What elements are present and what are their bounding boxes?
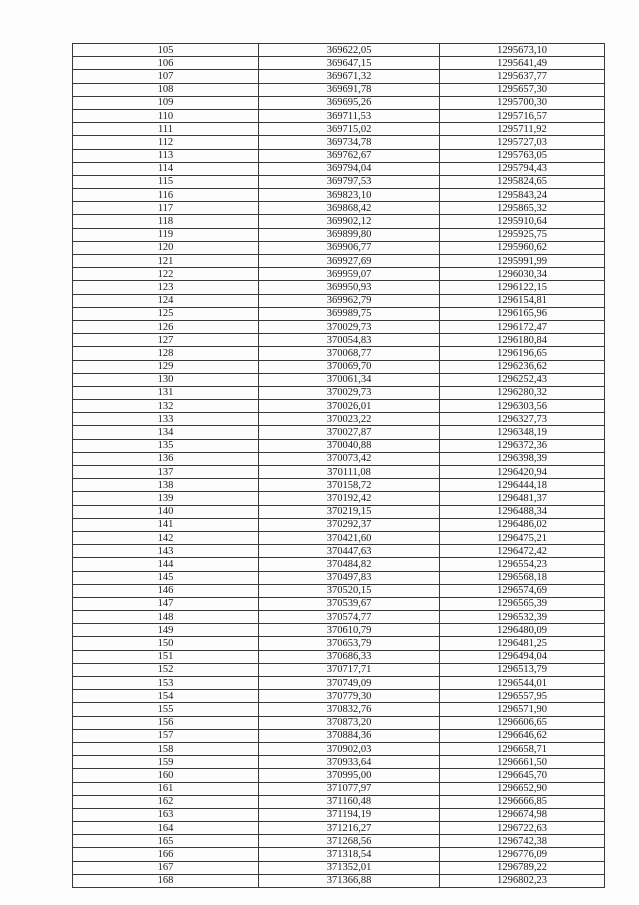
table-row [73, 492, 605, 505]
table-row [73, 597, 605, 610]
y-coordinate-cell: 1296606,65 [440, 716, 605, 729]
point-number-cell: 113 [73, 149, 259, 162]
y-coordinate-cell: 1296303,56 [440, 400, 605, 413]
y-coordinate-cell: 1296196,65 [440, 347, 605, 360]
table-row [73, 215, 605, 228]
x-coordinate-cell: 369989,75 [259, 307, 440, 320]
point-number-cell: 118 [73, 215, 259, 228]
point-number-cell: 122 [73, 268, 259, 281]
table-row [73, 611, 605, 624]
table-row [73, 189, 605, 202]
x-coordinate-cell: 370158,72 [259, 479, 440, 492]
table-row [73, 822, 605, 835]
point-number-cell: 107 [73, 70, 259, 83]
y-coordinate-cell: 1296557,95 [440, 690, 605, 703]
y-coordinate-cell: 1295727,03 [440, 136, 605, 149]
y-coordinate-cell: 1296544,01 [440, 677, 605, 690]
coordinates-table-body [73, 44, 605, 888]
point-number-cell: 135 [73, 439, 259, 452]
table-row [73, 96, 605, 109]
table-row [73, 452, 605, 465]
x-coordinate-cell: 370029,73 [259, 386, 440, 399]
x-coordinate-cell: 369899,80 [259, 228, 440, 241]
point-number-cell: 108 [73, 83, 259, 96]
y-coordinate-cell: 1296568,18 [440, 571, 605, 584]
point-number-cell: 128 [73, 347, 259, 360]
x-coordinate-cell: 369734,78 [259, 136, 440, 149]
point-number-cell: 163 [73, 808, 259, 821]
table-row [73, 347, 605, 360]
table-row [73, 795, 605, 808]
point-number-cell: 149 [73, 624, 259, 637]
table-row [73, 769, 605, 782]
x-coordinate-cell: 370073,42 [259, 452, 440, 465]
table-row [73, 149, 605, 162]
table-row [73, 44, 605, 57]
y-coordinate-cell: 1296742,38 [440, 835, 605, 848]
table-row [73, 386, 605, 399]
point-number-cell: 140 [73, 505, 259, 518]
x-coordinate-cell: 370421,60 [259, 531, 440, 544]
x-coordinate-cell: 370995,00 [259, 769, 440, 782]
x-coordinate-cell: 370292,37 [259, 518, 440, 531]
x-coordinate-cell: 370717,71 [259, 663, 440, 676]
point-number-cell: 154 [73, 690, 259, 703]
point-number-cell: 117 [73, 202, 259, 215]
x-coordinate-cell: 369711,53 [259, 109, 440, 122]
point-number-cell: 168 [73, 874, 259, 887]
y-coordinate-cell: 1295824,65 [440, 175, 605, 188]
y-coordinate-cell: 1296486,02 [440, 518, 605, 531]
table-row [73, 835, 605, 848]
table-row [73, 531, 605, 544]
x-coordinate-cell: 369868,42 [259, 202, 440, 215]
table-row [73, 703, 605, 716]
x-coordinate-cell: 370497,83 [259, 571, 440, 584]
table-row [73, 320, 605, 333]
point-number-cell: 153 [73, 677, 259, 690]
point-number-cell: 139 [73, 492, 259, 505]
table-row [73, 624, 605, 637]
point-number-cell: 145 [73, 571, 259, 584]
point-number-cell: 155 [73, 703, 259, 716]
y-coordinate-cell: 1296280,32 [440, 386, 605, 399]
y-coordinate-cell: 1295637,77 [440, 70, 605, 83]
point-number-cell: 166 [73, 848, 259, 861]
table-row [73, 373, 605, 386]
y-coordinate-cell: 1295925,75 [440, 228, 605, 241]
y-coordinate-cell: 1295673,10 [440, 44, 605, 57]
x-coordinate-cell: 371268,56 [259, 835, 440, 848]
point-number-cell: 133 [73, 413, 259, 426]
x-coordinate-cell: 369671,32 [259, 70, 440, 83]
x-coordinate-cell: 371194,19 [259, 808, 440, 821]
x-coordinate-cell: 370884,36 [259, 729, 440, 742]
point-number-cell: 137 [73, 466, 259, 479]
x-coordinate-cell: 370219,15 [259, 505, 440, 518]
y-coordinate-cell: 1296372,36 [440, 439, 605, 452]
x-coordinate-cell: 371366,88 [259, 874, 440, 887]
table-row [73, 808, 605, 821]
table-row [73, 479, 605, 492]
y-coordinate-cell: 1296666,85 [440, 795, 605, 808]
table-row [73, 505, 605, 518]
point-number-cell: 162 [73, 795, 259, 808]
y-coordinate-cell: 1296513,79 [440, 663, 605, 676]
x-coordinate-cell: 370653,79 [259, 637, 440, 650]
point-number-cell: 129 [73, 360, 259, 373]
point-number-cell: 146 [73, 584, 259, 597]
point-number-cell: 105 [73, 44, 259, 57]
y-coordinate-cell: 1296776,09 [440, 848, 605, 861]
table-row [73, 281, 605, 294]
x-coordinate-cell: 370026,01 [259, 400, 440, 413]
y-coordinate-cell: 1295711,92 [440, 123, 605, 136]
point-number-cell: 158 [73, 742, 259, 755]
table-row [73, 294, 605, 307]
x-coordinate-cell: 369902,12 [259, 215, 440, 228]
x-coordinate-cell: 369950,93 [259, 281, 440, 294]
x-coordinate-cell: 370902,03 [259, 742, 440, 755]
point-number-cell: 131 [73, 386, 259, 399]
x-coordinate-cell: 371318,54 [259, 848, 440, 861]
table-row [73, 584, 605, 597]
point-number-cell: 106 [73, 57, 259, 70]
point-number-cell: 125 [73, 307, 259, 320]
y-coordinate-cell: 1296475,21 [440, 531, 605, 544]
point-number-cell: 110 [73, 109, 259, 122]
table-row [73, 663, 605, 676]
table-row [73, 241, 605, 254]
y-coordinate-cell: 1296472,42 [440, 545, 605, 558]
table-row [73, 571, 605, 584]
y-coordinate-cell: 1296420,94 [440, 466, 605, 479]
point-number-cell: 143 [73, 545, 259, 558]
x-coordinate-cell: 369797,53 [259, 175, 440, 188]
x-coordinate-cell: 370539,67 [259, 597, 440, 610]
coordinates-table [72, 43, 605, 888]
point-number-cell: 126 [73, 320, 259, 333]
y-coordinate-cell: 1295865,32 [440, 202, 605, 215]
x-coordinate-cell: 370520,15 [259, 584, 440, 597]
y-coordinate-cell: 1296444,18 [440, 479, 605, 492]
point-number-cell: 164 [73, 822, 259, 835]
table-row [73, 360, 605, 373]
y-coordinate-cell: 1296488,34 [440, 505, 605, 518]
y-coordinate-cell: 1296236,62 [440, 360, 605, 373]
table-row [73, 162, 605, 175]
point-number-cell: 111 [73, 123, 259, 136]
point-number-cell: 136 [73, 452, 259, 465]
x-coordinate-cell: 369794,04 [259, 162, 440, 175]
table-row [73, 466, 605, 479]
y-coordinate-cell: 1295700,30 [440, 96, 605, 109]
table-row [73, 57, 605, 70]
point-number-cell: 120 [73, 241, 259, 254]
table-row [73, 400, 605, 413]
y-coordinate-cell: 1296722,63 [440, 822, 605, 835]
x-coordinate-cell: 371216,27 [259, 822, 440, 835]
y-coordinate-cell: 1296398,39 [440, 452, 605, 465]
point-number-cell: 150 [73, 637, 259, 650]
x-coordinate-cell: 370574,77 [259, 611, 440, 624]
point-number-cell: 115 [73, 175, 259, 188]
table-row [73, 228, 605, 241]
table-row [73, 690, 605, 703]
point-number-cell: 142 [73, 531, 259, 544]
point-number-cell: 130 [73, 373, 259, 386]
table-row [73, 439, 605, 452]
x-coordinate-cell: 370933,64 [259, 756, 440, 769]
x-coordinate-cell: 370447,63 [259, 545, 440, 558]
y-coordinate-cell: 1296481,37 [440, 492, 605, 505]
x-coordinate-cell: 370040,88 [259, 439, 440, 452]
table-row [73, 123, 605, 136]
point-number-cell: 151 [73, 650, 259, 663]
y-coordinate-cell: 1295843,24 [440, 189, 605, 202]
x-coordinate-cell: 370610,79 [259, 624, 440, 637]
y-coordinate-cell: 1296154,81 [440, 294, 605, 307]
y-coordinate-cell: 1295991,99 [440, 255, 605, 268]
y-coordinate-cell: 1296252,43 [440, 373, 605, 386]
table-row [73, 742, 605, 755]
x-coordinate-cell: 369762,67 [259, 149, 440, 162]
y-coordinate-cell: 1296789,22 [440, 861, 605, 874]
table-row [73, 70, 605, 83]
y-coordinate-cell: 1296030,34 [440, 268, 605, 281]
table-row [73, 729, 605, 742]
table-row [73, 426, 605, 439]
y-coordinate-cell: 1296532,39 [440, 611, 605, 624]
x-coordinate-cell: 369927,69 [259, 255, 440, 268]
table-row [73, 756, 605, 769]
x-coordinate-cell: 370111,08 [259, 466, 440, 479]
table-row [73, 83, 605, 96]
point-number-cell: 157 [73, 729, 259, 742]
y-coordinate-cell: 1296646,62 [440, 729, 605, 742]
y-coordinate-cell: 1295960,62 [440, 241, 605, 254]
table-row [73, 268, 605, 281]
point-number-cell: 148 [73, 611, 259, 624]
x-coordinate-cell: 370484,82 [259, 558, 440, 571]
y-coordinate-cell: 1295910,64 [440, 215, 605, 228]
table-row [73, 545, 605, 558]
y-coordinate-cell: 1296165,96 [440, 307, 605, 320]
table-row [73, 136, 605, 149]
table-row [73, 518, 605, 531]
x-coordinate-cell: 370686,33 [259, 650, 440, 663]
y-coordinate-cell: 1295657,30 [440, 83, 605, 96]
table-row [73, 334, 605, 347]
point-number-cell: 121 [73, 255, 259, 268]
y-coordinate-cell: 1295641,49 [440, 57, 605, 70]
y-coordinate-cell: 1296571,90 [440, 703, 605, 716]
y-coordinate-cell: 1296652,90 [440, 782, 605, 795]
point-number-cell: 144 [73, 558, 259, 571]
point-number-cell: 165 [73, 835, 259, 848]
table-row [73, 307, 605, 320]
x-coordinate-cell: 371352,01 [259, 861, 440, 874]
x-coordinate-cell: 369959,07 [259, 268, 440, 281]
x-coordinate-cell: 371160,48 [259, 795, 440, 808]
x-coordinate-cell: 369962,79 [259, 294, 440, 307]
x-coordinate-cell: 370027,87 [259, 426, 440, 439]
table-row [73, 848, 605, 861]
x-coordinate-cell: 369647,15 [259, 57, 440, 70]
table-row [73, 782, 605, 795]
point-number-cell: 134 [73, 426, 259, 439]
point-number-cell: 112 [73, 136, 259, 149]
y-coordinate-cell: 1296661,50 [440, 756, 605, 769]
y-coordinate-cell: 1296574,69 [440, 584, 605, 597]
y-coordinate-cell: 1296481,25 [440, 637, 605, 650]
y-coordinate-cell: 1296172,47 [440, 320, 605, 333]
x-coordinate-cell: 370023,22 [259, 413, 440, 426]
y-coordinate-cell: 1295794,43 [440, 162, 605, 175]
y-coordinate-cell: 1296480,09 [440, 624, 605, 637]
point-number-cell: 114 [73, 162, 259, 175]
table-row [73, 109, 605, 122]
table-row [73, 677, 605, 690]
table-row [73, 716, 605, 729]
table-row [73, 175, 605, 188]
table-row [73, 202, 605, 215]
table-row [73, 650, 605, 663]
table-row [73, 255, 605, 268]
table-row [73, 637, 605, 650]
x-coordinate-cell: 370029,73 [259, 320, 440, 333]
point-number-cell: 127 [73, 334, 259, 347]
point-number-cell: 123 [73, 281, 259, 294]
x-coordinate-cell: 370068,77 [259, 347, 440, 360]
y-coordinate-cell: 1296327,73 [440, 413, 605, 426]
x-coordinate-cell: 370192,42 [259, 492, 440, 505]
point-number-cell: 160 [73, 769, 259, 782]
y-coordinate-cell: 1296674,98 [440, 808, 605, 821]
x-coordinate-cell: 370061,34 [259, 373, 440, 386]
x-coordinate-cell: 370054,83 [259, 334, 440, 347]
point-number-cell: 119 [73, 228, 259, 241]
x-coordinate-cell: 370873,20 [259, 716, 440, 729]
table-row [73, 874, 605, 887]
x-coordinate-cell: 370832,76 [259, 703, 440, 716]
x-coordinate-cell: 369906,77 [259, 241, 440, 254]
x-coordinate-cell: 370749,09 [259, 677, 440, 690]
point-number-cell: 167 [73, 861, 259, 874]
y-coordinate-cell: 1296658,71 [440, 742, 605, 755]
y-coordinate-cell: 1296180,84 [440, 334, 605, 347]
y-coordinate-cell: 1296494,04 [440, 650, 605, 663]
table-row [73, 413, 605, 426]
table-row [73, 558, 605, 571]
x-coordinate-cell: 369695,26 [259, 96, 440, 109]
y-coordinate-cell: 1296348,19 [440, 426, 605, 439]
point-number-cell: 161 [73, 782, 259, 795]
y-coordinate-cell: 1296565,39 [440, 597, 605, 610]
x-coordinate-cell: 371077,97 [259, 782, 440, 795]
point-number-cell: 147 [73, 597, 259, 610]
x-coordinate-cell: 370779,30 [259, 690, 440, 703]
x-coordinate-cell: 369622,05 [259, 44, 440, 57]
point-number-cell: 141 [73, 518, 259, 531]
point-number-cell: 132 [73, 400, 259, 413]
y-coordinate-cell: 1296802,23 [440, 874, 605, 887]
x-coordinate-cell: 369715,02 [259, 123, 440, 136]
y-coordinate-cell: 1295763,05 [440, 149, 605, 162]
point-number-cell: 159 [73, 756, 259, 769]
point-number-cell: 156 [73, 716, 259, 729]
x-coordinate-cell: 369691,78 [259, 83, 440, 96]
point-number-cell: 124 [73, 294, 259, 307]
x-coordinate-cell: 369823,10 [259, 189, 440, 202]
point-number-cell: 152 [73, 663, 259, 676]
point-number-cell: 138 [73, 479, 259, 492]
x-coordinate-cell: 370069,70 [259, 360, 440, 373]
point-number-cell: 109 [73, 96, 259, 109]
y-coordinate-cell: 1296645,70 [440, 769, 605, 782]
table-row [73, 861, 605, 874]
y-coordinate-cell: 1295716,57 [440, 109, 605, 122]
point-number-cell: 116 [73, 189, 259, 202]
y-coordinate-cell: 1296554,23 [440, 558, 605, 571]
y-coordinate-cell: 1296122,15 [440, 281, 605, 294]
